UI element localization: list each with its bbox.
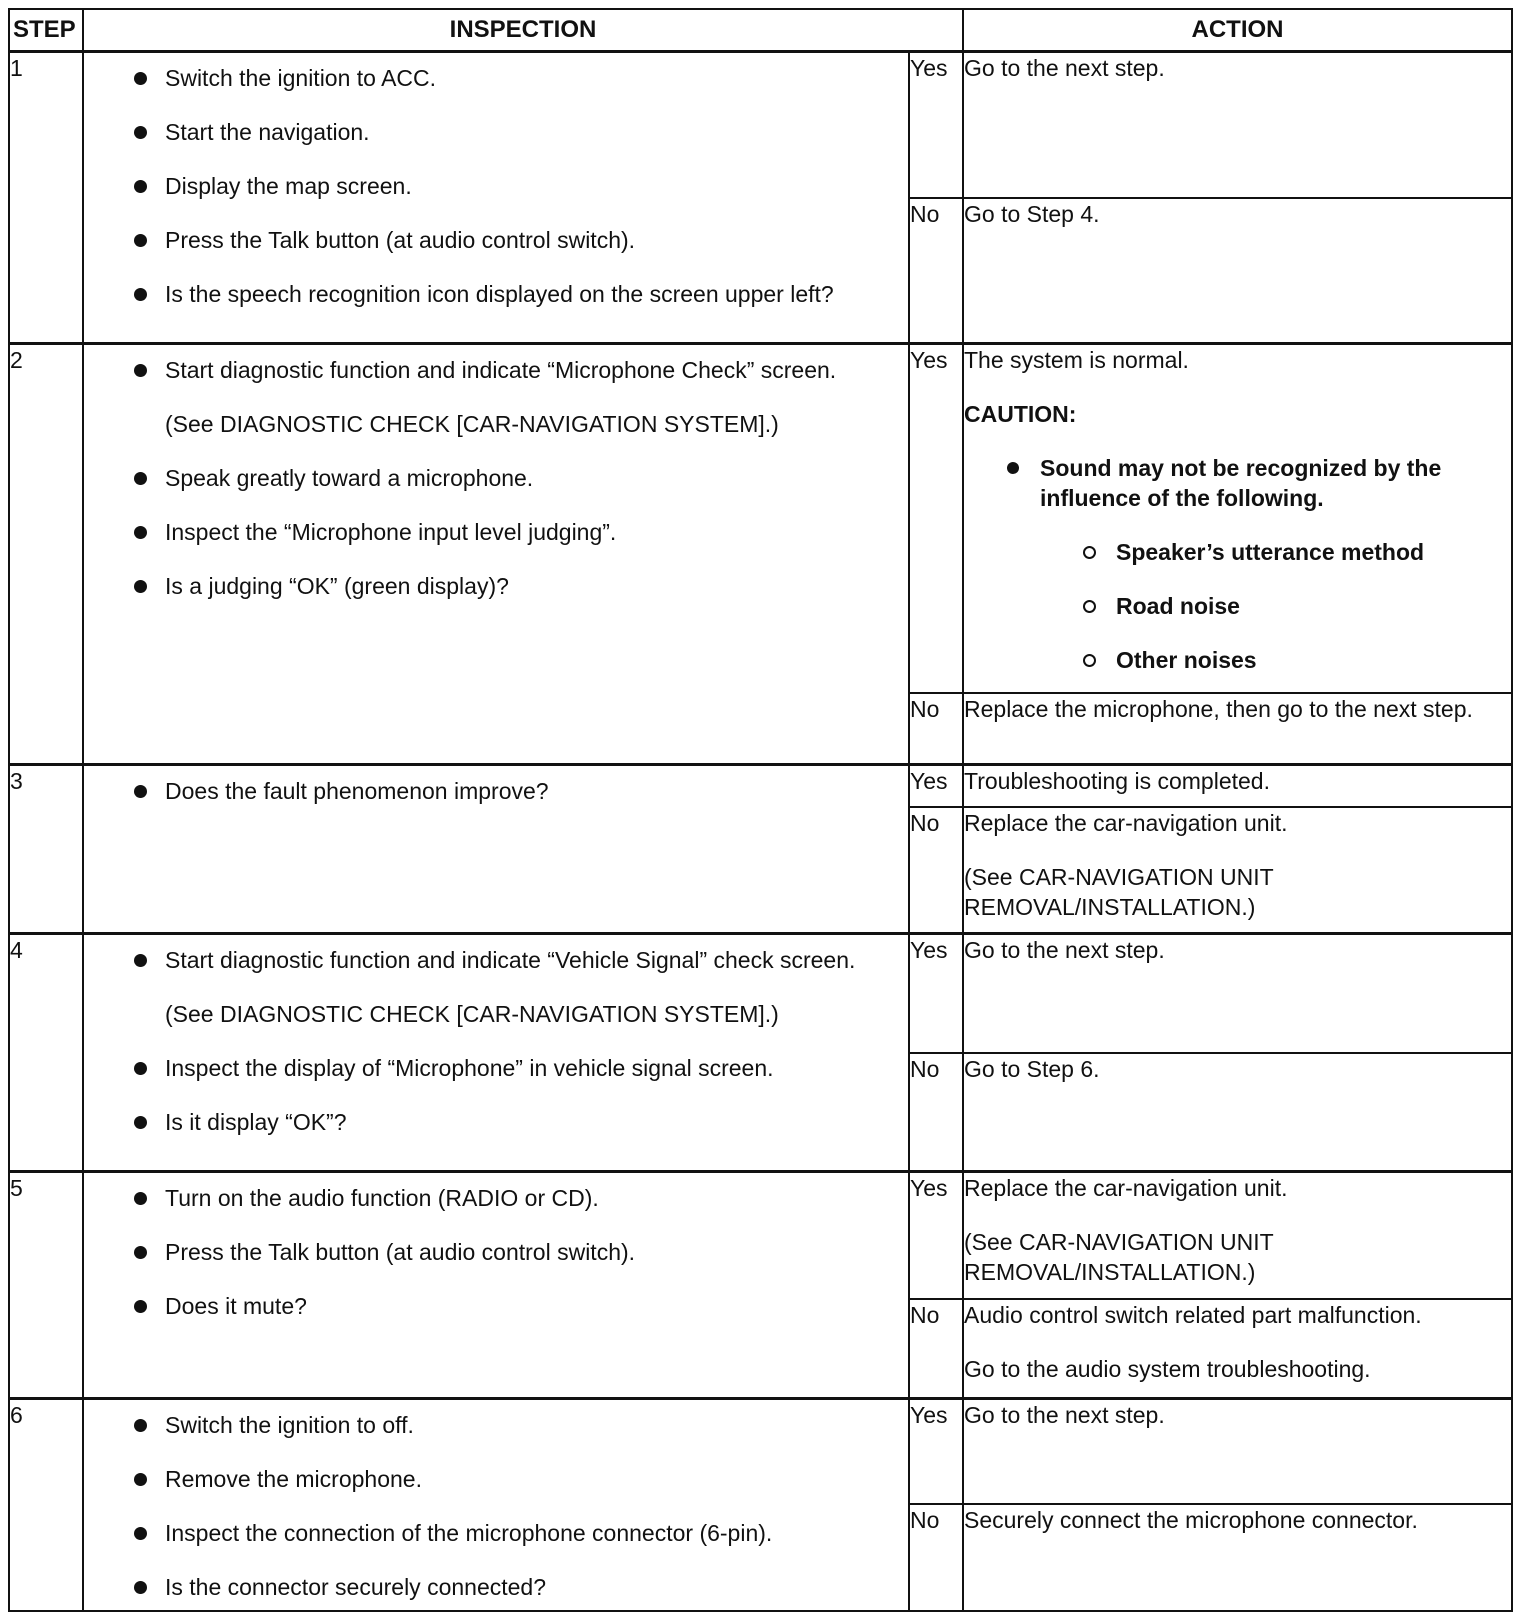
yes-action bbox=[963, 1172, 1512, 1299]
no-label: No bbox=[909, 1504, 963, 1611]
action-text: Go to Step 6. bbox=[964, 1055, 1100, 1082]
step-number: 4 bbox=[9, 934, 83, 1172]
yes-label: Yes bbox=[909, 52, 963, 198]
inspection-item bbox=[84, 776, 908, 806]
caution-sublist bbox=[1040, 537, 1511, 675]
no-label: No bbox=[909, 1053, 963, 1172]
action-text: (See CAR-NAVIGATION UNIT REMOVAL/INSTALLATION.) bbox=[964, 863, 1274, 920]
action-text: Replace the microphone, then go to the next step. bbox=[964, 695, 1473, 722]
step-header: STEP bbox=[9, 9, 83, 52]
caution-text: Sound may not be recognized by the influence of the following. bbox=[1040, 455, 1442, 511]
inspection-item bbox=[84, 1291, 908, 1321]
action-text: Securely connect the microphone connector. bbox=[964, 1507, 1418, 1534]
inspection-text: Switch the ignition to ACC. bbox=[165, 65, 437, 91]
inspection-text: Is it display “OK”? bbox=[165, 1109, 347, 1135]
no-action bbox=[963, 693, 1512, 765]
action-text: Go to the audio system troubleshooting. bbox=[964, 1355, 1371, 1382]
inspection-text: Turn on the audio function (RADIO or CD). bbox=[165, 1185, 599, 1211]
inspection-list bbox=[84, 1410, 908, 1602]
inspection-cell bbox=[83, 934, 909, 1172]
action-text: Audio control switch related part malfunction. bbox=[964, 1301, 1422, 1328]
yes-action bbox=[963, 934, 1512, 1053]
table-row bbox=[9, 344, 1512, 693]
caution-subitem: Speaker’s utterance method bbox=[1040, 537, 1511, 567]
no-action bbox=[963, 1299, 1512, 1399]
inspection-text: Press the Talk button (at audio control switch). bbox=[165, 227, 636, 253]
inspection-item bbox=[84, 571, 908, 601]
action-text: Troubleshooting is completed. bbox=[964, 768, 1270, 794]
inspection-text: Is a judging “OK” (green display)? bbox=[165, 573, 509, 599]
no-label: No bbox=[909, 693, 963, 765]
no-label: No bbox=[909, 1299, 963, 1399]
no-action bbox=[963, 807, 1512, 934]
yes-label: Yes bbox=[909, 934, 963, 1053]
inspection-item bbox=[84, 1410, 908, 1440]
inspection-list bbox=[84, 945, 908, 1137]
inspection-cell bbox=[83, 1172, 909, 1399]
inspection-header: INSPECTION bbox=[83, 9, 963, 52]
caution-subitem: Other noises bbox=[1040, 645, 1511, 675]
inspection-item bbox=[84, 1572, 908, 1602]
inspection-text: Inspect the connection of the microphone connector (6-pin). bbox=[165, 1520, 773, 1546]
no-label: No bbox=[909, 198, 963, 344]
action-text: Go to the next step. bbox=[964, 1402, 1165, 1428]
inspection-cell bbox=[83, 1399, 909, 1612]
inspection-text: Does the fault phenomenon improve? bbox=[165, 778, 549, 804]
yes-action bbox=[963, 344, 1512, 693]
inspection-text: Does it mute? bbox=[165, 1293, 307, 1319]
caution-title: CAUTION: bbox=[964, 401, 1077, 427]
yes-label: Yes bbox=[909, 344, 963, 693]
yes-action bbox=[963, 1399, 1512, 1505]
action-text: (See CAR-NAVIGATION UNIT REMOVAL/INSTALLATION.) bbox=[964, 1229, 1274, 1285]
inspection-item bbox=[84, 355, 908, 385]
inspection-text: Display the map screen. bbox=[165, 173, 412, 199]
inspection-item bbox=[84, 1237, 908, 1267]
inspection-item bbox=[84, 117, 908, 147]
no-action bbox=[963, 198, 1512, 344]
inspection-item bbox=[84, 1464, 908, 1494]
inspection-item bbox=[84, 63, 908, 93]
inspection-list bbox=[84, 776, 908, 806]
table-row bbox=[9, 934, 1512, 1053]
action-text: The system is normal. bbox=[964, 347, 1189, 373]
action-text: Replace the car-navigation unit. bbox=[964, 809, 1288, 836]
inspection-text: Inspect the “Microphone input level judging”. bbox=[165, 519, 617, 545]
step-number: 5 bbox=[9, 1172, 83, 1399]
yes-action bbox=[963, 765, 1512, 807]
inspection-text: Start diagnostic function and indicate “Microphone Check” screen. bbox=[165, 357, 837, 383]
inspection-item bbox=[84, 1107, 908, 1137]
no-action bbox=[963, 1053, 1512, 1172]
inspection-text: Start diagnostic function and indicate “Vehicle Signal” check screen. bbox=[165, 947, 856, 973]
table-body bbox=[9, 52, 1512, 1612]
inspection-text: Speak greatly toward a microphone. bbox=[165, 465, 534, 491]
table-row bbox=[9, 1399, 1512, 1505]
inspection-cell bbox=[83, 344, 909, 765]
inspection-item bbox=[84, 463, 908, 493]
inspection-text: Remove the microphone. bbox=[165, 1466, 422, 1492]
inspection-item bbox=[84, 171, 908, 201]
inspection-text: Switch the ignition to off. bbox=[165, 1412, 414, 1438]
inspection-text: Is the speech recognition icon displayed on the screen upper left? bbox=[165, 281, 834, 307]
no-action bbox=[963, 1504, 1512, 1611]
caution-list bbox=[964, 453, 1511, 675]
table-row bbox=[9, 765, 1512, 807]
step-number: 1 bbox=[9, 52, 83, 344]
inspection-list bbox=[84, 1183, 908, 1321]
inspection-list bbox=[84, 355, 908, 601]
yes-label: Yes bbox=[909, 1399, 963, 1505]
table-row bbox=[9, 52, 1512, 198]
no-label: No bbox=[909, 807, 963, 934]
header-row bbox=[9, 9, 1512, 52]
inspection-item bbox=[84, 1053, 908, 1083]
inspection-item bbox=[84, 1183, 908, 1213]
action-text: Go to the next step. bbox=[964, 937, 1165, 963]
inspection-cell bbox=[83, 52, 909, 344]
inspection-item bbox=[84, 1518, 908, 1548]
step-number: 6 bbox=[9, 1399, 83, 1612]
inspection-item bbox=[84, 225, 908, 255]
action-text: Replace the car-navigation unit. bbox=[964, 1175, 1288, 1201]
inspection-note: (See DIAGNOSTIC CHECK [CAR-NAVIGATION SYSTEM].) bbox=[165, 1001, 779, 1027]
yes-label: Yes bbox=[909, 765, 963, 807]
inspection-text: Inspect the display of “Microphone” in vehicle signal screen. bbox=[165, 1055, 774, 1081]
step-number: 2 bbox=[9, 344, 83, 765]
inspection-text: Is the connector securely connected? bbox=[165, 1574, 547, 1600]
inspection-item bbox=[84, 945, 908, 975]
action-text: Go to Step 4. bbox=[964, 200, 1100, 227]
yes-label: Yes bbox=[909, 1172, 963, 1299]
inspection-item bbox=[84, 279, 908, 309]
inspection-cell bbox=[83, 765, 909, 934]
troubleshooting-table bbox=[8, 8, 1513, 1612]
action-header: ACTION bbox=[963, 9, 1512, 52]
caution-item bbox=[964, 453, 1511, 675]
yes-action bbox=[963, 52, 1512, 198]
caution-subitem: Road noise bbox=[1040, 591, 1511, 621]
table-row bbox=[9, 1172, 1512, 1299]
inspection-text: Start the navigation. bbox=[165, 119, 370, 145]
inspection-note: (See DIAGNOSTIC CHECK [CAR-NAVIGATION SYSTEM].) bbox=[165, 411, 779, 437]
step-number: 3 bbox=[9, 765, 83, 934]
inspection-text: Press the Talk button (at audio control switch). bbox=[165, 1239, 636, 1265]
action-text: Go to the next step. bbox=[964, 55, 1165, 81]
inspection-list bbox=[84, 63, 908, 309]
inspection-item bbox=[84, 517, 908, 547]
